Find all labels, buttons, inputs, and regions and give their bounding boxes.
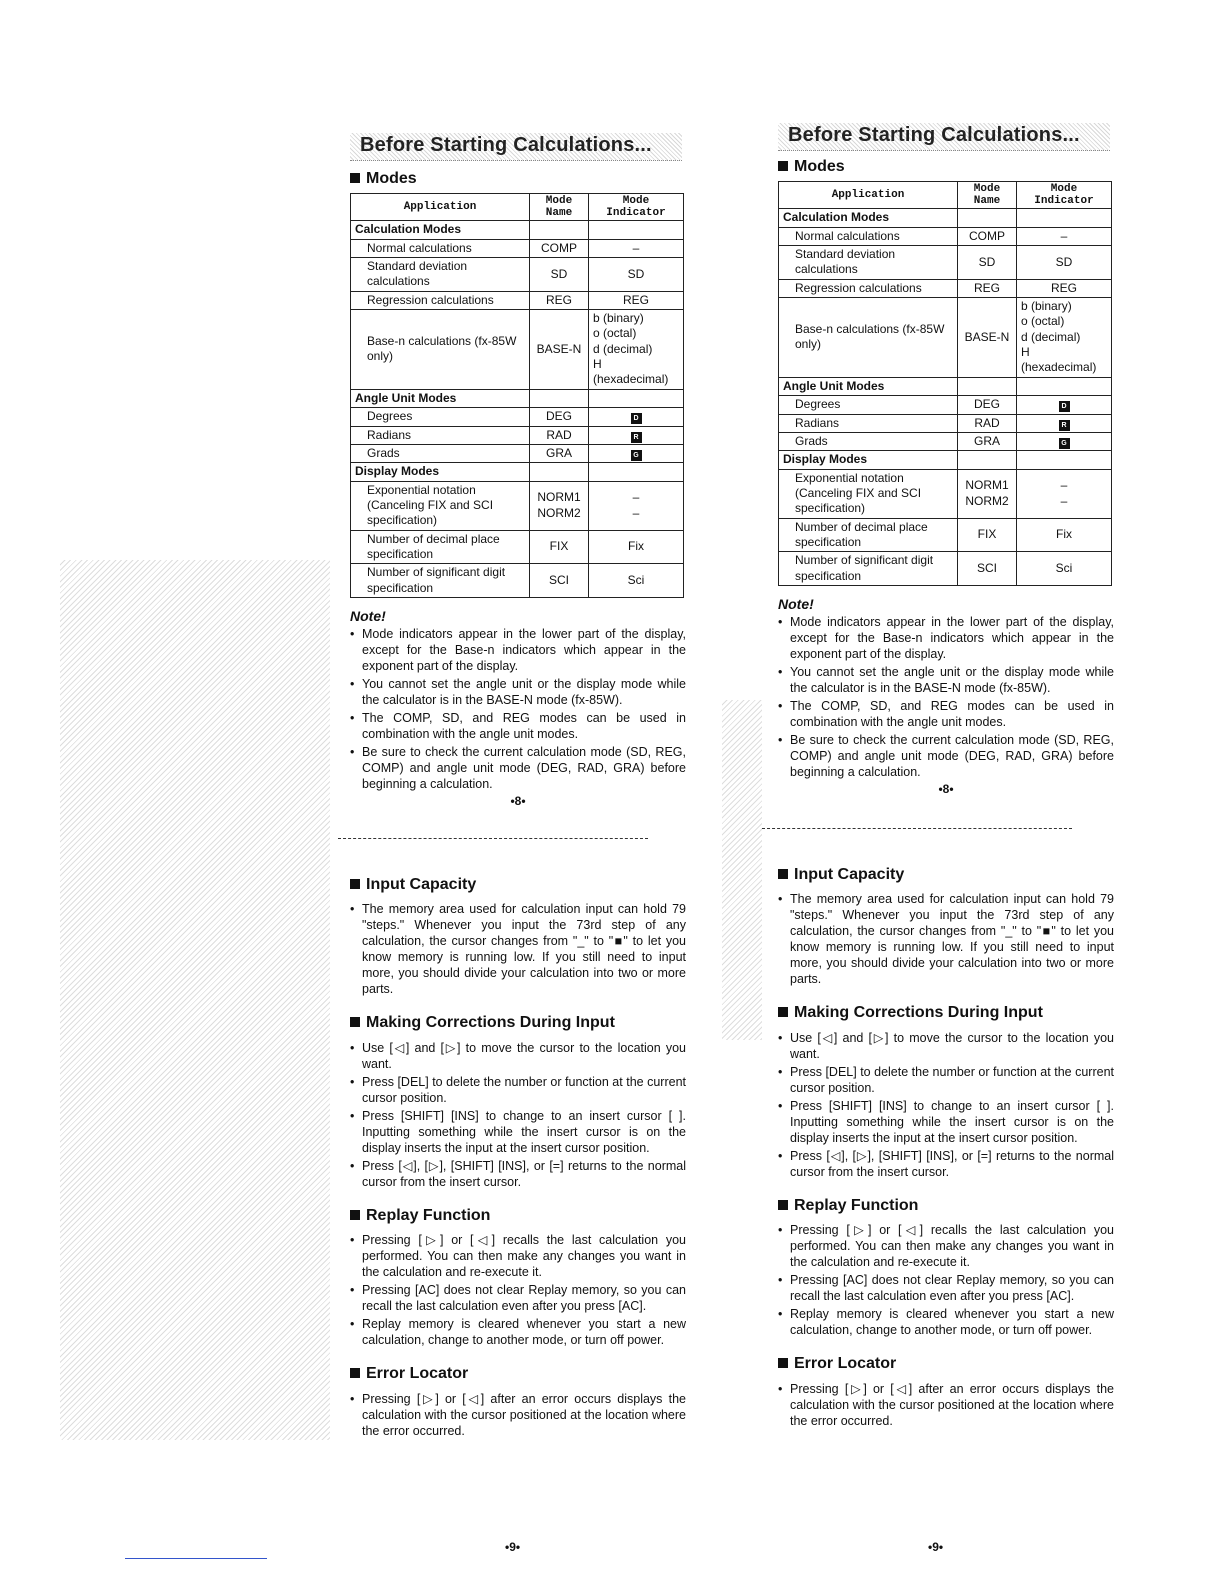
list-item: • Press [◁], [▷], [SHIFT] [INS], or [=] returns to the normal cursor from the insert cursor. bbox=[778, 1148, 1114, 1180]
row-mode-indicator: – – bbox=[1017, 469, 1112, 518]
row-mode-indicator bbox=[589, 408, 684, 426]
row-mode-indicator: – – bbox=[589, 481, 684, 530]
row-application: Number of significant digit specification bbox=[351, 564, 530, 598]
table-row bbox=[351, 257, 684, 291]
page-banner: Before Starting Calculations... bbox=[350, 133, 682, 161]
col-application: Application bbox=[779, 182, 958, 209]
row-mode-name: GRA bbox=[958, 432, 1017, 450]
row-application: Number of decimal place specification bbox=[779, 518, 958, 552]
note-title: Note! bbox=[778, 596, 814, 613]
list-item: • Pressing [▷] or [◁] recalls the last calculation you performed. You can then make any changes you want in the calculation and re-execute it. bbox=[350, 1232, 686, 1280]
row-mode-indicator: REG bbox=[1017, 279, 1112, 297]
table-row bbox=[351, 564, 684, 598]
row-mode-indicator: Fix bbox=[1017, 518, 1112, 552]
row-application: Standard deviation calculations bbox=[351, 257, 530, 291]
table-row bbox=[779, 552, 1112, 586]
row-mode-name: DEG bbox=[530, 408, 589, 426]
row-mode-name: FIX bbox=[530, 530, 589, 564]
row-mode-name: BASE-N bbox=[530, 310, 589, 390]
row-mode-name: BASE-N bbox=[958, 298, 1017, 378]
row-mode-name: REG bbox=[530, 291, 589, 309]
table-row bbox=[779, 279, 1112, 297]
section-bullet-icon bbox=[350, 1017, 360, 1027]
row-mode-indicator bbox=[589, 444, 684, 462]
row-application: Number of significant digit specification bbox=[779, 552, 958, 586]
modes-table-body bbox=[779, 209, 1112, 586]
section-list bbox=[350, 1040, 686, 1190]
row-application: Degrees bbox=[351, 408, 530, 426]
note-list bbox=[350, 626, 686, 792]
note-item: • Mode indicators appear in the lower part of the display, except for the Base-n indicators which appear in the exponent part of the display. bbox=[778, 614, 1114, 662]
note-item: • You cannot set the angle unit or the display mode while the calculator is in the BASE-N mode (fx-85W). bbox=[778, 664, 1114, 696]
note-item: • Mode indicators appear in the lower part of the display, except for the Base-n indicators which appear in the exponent part of the display. bbox=[350, 626, 686, 674]
section-bullet-icon bbox=[778, 869, 788, 879]
row-mode-indicator bbox=[589, 463, 684, 481]
row-application: Radians bbox=[351, 426, 530, 444]
list-item: • Press [SHIFT] [INS] to change to an insert cursor [ ]. Inputting something while the insert cursor is on the display inserts the input at the insert cursor position. bbox=[778, 1098, 1114, 1146]
row-mode-name: RAD bbox=[958, 414, 1017, 432]
row-mode-indicator: – bbox=[589, 239, 684, 257]
page-number-9-right: •9• bbox=[928, 1540, 944, 1554]
list-item: • Replay memory is cleared whenever you start a new calculation, change to another mode, or turn off power. bbox=[350, 1316, 686, 1348]
row-application: Normal calculations bbox=[351, 239, 530, 257]
row-mode-indicator bbox=[1017, 377, 1112, 395]
modes-table-body bbox=[351, 221, 684, 598]
indicator-d-icon: D bbox=[631, 413, 642, 424]
table-row bbox=[779, 245, 1112, 279]
cut-line-left bbox=[338, 838, 648, 839]
table-row bbox=[779, 469, 1112, 518]
row-mode-name bbox=[530, 389, 589, 407]
row-mode-indicator: Sci bbox=[1017, 552, 1112, 586]
table-row bbox=[779, 209, 1112, 227]
table-row bbox=[351, 310, 684, 390]
table-row bbox=[351, 291, 684, 309]
row-mode-indicator bbox=[1017, 396, 1112, 414]
row-mode-name bbox=[958, 377, 1017, 395]
note-item: • The COMP, SD, and REG modes can be used in combination with the angle unit modes. bbox=[350, 710, 686, 742]
section-bullet-icon bbox=[350, 1210, 360, 1220]
note-item: • You cannot set the angle unit or the display mode while the calculator is in the BASE-N mode (fx-85W). bbox=[350, 676, 686, 708]
row-mode-indicator: SD bbox=[1017, 245, 1112, 279]
underline-mark bbox=[125, 1558, 267, 1559]
indicator-g-icon: G bbox=[631, 450, 642, 461]
modes-table bbox=[778, 181, 1112, 586]
row-application: Degrees bbox=[779, 396, 958, 414]
row-application: Base-n calculations (fx-85W only) bbox=[779, 298, 958, 378]
row-mode-indicator: Sci bbox=[589, 564, 684, 598]
note-item: • Be sure to check the current calculation mode (SD, REG, COMP) and angle unit mode (DEG, RAD, GRA) before beginning a calculation. bbox=[350, 744, 686, 792]
row-mode-indicator bbox=[589, 389, 684, 407]
right-page bbox=[778, 123, 1114, 797]
row-application: Angle Unit Modes bbox=[779, 377, 958, 395]
list-item: • Press [DEL] to delete the number or function at the current cursor position. bbox=[778, 1064, 1114, 1096]
row-application: Standard deviation calculations bbox=[779, 245, 958, 279]
row-application: Grads bbox=[779, 432, 958, 450]
sections-right bbox=[778, 865, 1114, 1429]
row-mode-indicator bbox=[589, 426, 684, 444]
row-application: Radians bbox=[779, 414, 958, 432]
row-application: Display Modes bbox=[779, 451, 958, 469]
section-title: Error Locator bbox=[366, 1365, 469, 1383]
row-mode-name: SCI bbox=[530, 564, 589, 598]
row-mode-indicator: b (binary) o (octal) d (decimal) H (hexadecimal) bbox=[1017, 298, 1112, 378]
note-title: Note! bbox=[350, 608, 386, 625]
row-mode-name: COMP bbox=[958, 227, 1017, 245]
note-item: • The COMP, SD, and REG modes can be used in combination with the angle unit modes. bbox=[778, 698, 1114, 730]
page-number-8: •8• bbox=[510, 794, 526, 809]
col-mode-name: Mode Name bbox=[530, 194, 589, 221]
row-mode-indicator: REG bbox=[589, 291, 684, 309]
section-list bbox=[350, 1232, 686, 1348]
row-application: Exponential notation (Canceling FIX and SCI specification) bbox=[779, 469, 958, 518]
list-item: • Use [◁] and [▷] to move the cursor to the location you want. bbox=[778, 1030, 1114, 1062]
section-list bbox=[778, 1030, 1114, 1180]
list-item: • Pressing [▷] or [◁] after an error occurs displays the calculation with the cursor positioned at the location where the error occurred. bbox=[350, 1391, 686, 1439]
row-mode-name: COMP bbox=[530, 239, 589, 257]
section-bullet-icon bbox=[778, 1007, 788, 1017]
section-title: Making Corrections During Input bbox=[366, 1014, 615, 1032]
section-heading bbox=[350, 1206, 686, 1226]
list-item: • Press [◁], [▷], [SHIFT] [INS], or [=] returns to the normal cursor from the insert cursor. bbox=[350, 1158, 686, 1190]
section-heading bbox=[350, 1013, 686, 1033]
left-page bbox=[350, 133, 686, 809]
row-mode-name: NORM1 NORM2 bbox=[958, 469, 1017, 518]
list-item: • Pressing [AC] does not clear Replay memory, so you can recall the last calculation even after you press [AC]. bbox=[778, 1272, 1114, 1304]
list-item: • Replay memory is cleared whenever you start a new calculation, change to another mode, or turn off power. bbox=[778, 1306, 1114, 1338]
col-mode-indicator: Mode Indicator bbox=[589, 194, 684, 221]
row-application: Number of decimal place specification bbox=[351, 530, 530, 564]
table-row bbox=[779, 518, 1112, 552]
section-bullet-icon bbox=[778, 1200, 788, 1210]
row-mode-name: SD bbox=[530, 257, 589, 291]
row-mode-name: DEG bbox=[958, 396, 1017, 414]
table-row bbox=[779, 451, 1112, 469]
table-row bbox=[351, 481, 684, 530]
row-mode-name bbox=[958, 209, 1017, 227]
page-number-8: •8• bbox=[938, 782, 954, 797]
table-row bbox=[779, 377, 1112, 395]
modes-table bbox=[350, 193, 684, 598]
table-row bbox=[351, 530, 684, 564]
row-mode-indicator bbox=[1017, 414, 1112, 432]
section-title: Replay Function bbox=[794, 1196, 919, 1214]
row-application: Grads bbox=[351, 444, 530, 462]
right-page-lower bbox=[778, 865, 1114, 1431]
note-list bbox=[778, 614, 1114, 780]
row-mode-name bbox=[530, 221, 589, 239]
table-row bbox=[779, 414, 1112, 432]
section-list bbox=[778, 1222, 1114, 1338]
scan-noise-center bbox=[722, 700, 762, 1040]
list-item: • Press [SHIFT] [INS] to change to an insert cursor [ ]. Inputting something while the insert cursor is on the display inserts the input at the insert cursor position. bbox=[350, 1108, 686, 1156]
modes-heading: Modes bbox=[778, 157, 1114, 177]
list-item: • Pressing [▷] or [◁] recalls the last calculation you performed. You can then make any changes you want in the calculation and re-execute it. bbox=[778, 1222, 1114, 1270]
section-bullet-icon bbox=[350, 879, 360, 889]
section-heading bbox=[350, 875, 686, 895]
table-row bbox=[351, 221, 684, 239]
row-mode-name: GRA bbox=[530, 444, 589, 462]
scan-noise-left bbox=[60, 560, 330, 1440]
page-banner: Before Starting Calculations... bbox=[778, 123, 1110, 151]
indicator-g-icon: G bbox=[1059, 438, 1070, 449]
list-item: • Pressing [▷] or [◁] after an error occurs displays the calculation with the cursor positioned at the location where the error occurred. bbox=[778, 1381, 1114, 1429]
section-heading bbox=[778, 865, 1114, 885]
row-application: Angle Unit Modes bbox=[351, 389, 530, 407]
table-row bbox=[351, 426, 684, 444]
row-mode-name: SCI bbox=[958, 552, 1017, 586]
row-application: Base-n calculations (fx-85W only) bbox=[351, 310, 530, 390]
row-mode-indicator bbox=[589, 221, 684, 239]
page-number-9-left: •9• bbox=[505, 1540, 521, 1554]
section-title: Input Capacity bbox=[794, 866, 905, 883]
section-title: Input Capacity bbox=[366, 876, 477, 893]
table-row bbox=[779, 298, 1112, 378]
section-bullet-icon bbox=[778, 1358, 788, 1368]
table-row bbox=[779, 396, 1112, 414]
row-mode-name bbox=[958, 451, 1017, 469]
table-row bbox=[351, 463, 684, 481]
list-item: • Use [◁] and [▷] to move the cursor to the location you want. bbox=[350, 1040, 686, 1072]
modes-heading: Modes bbox=[350, 169, 686, 189]
row-mode-indicator bbox=[1017, 432, 1112, 450]
row-application: Regression calculations bbox=[351, 291, 530, 309]
section-bullet-icon bbox=[350, 1368, 360, 1378]
list-item: • Pressing [AC] does not clear Replay memory, so you can recall the last calculation even after you press [AC]. bbox=[350, 1282, 686, 1314]
list-item: • Press [DEL] to delete the number or function at the current cursor position. bbox=[350, 1074, 686, 1106]
row-mode-indicator: SD bbox=[589, 257, 684, 291]
row-mode-name: NORM1 NORM2 bbox=[530, 481, 589, 530]
row-application: Normal calculations bbox=[779, 227, 958, 245]
section-heading bbox=[778, 1196, 1114, 1216]
row-mode-name bbox=[530, 463, 589, 481]
indicator-r-icon: R bbox=[631, 432, 642, 443]
row-application: Display Modes bbox=[351, 463, 530, 481]
table-row bbox=[779, 227, 1112, 245]
row-application: Calculation Modes bbox=[351, 221, 530, 239]
table-row bbox=[351, 389, 684, 407]
table-row bbox=[351, 408, 684, 426]
indicator-d-icon: D bbox=[1059, 401, 1070, 412]
section-title: Error Locator bbox=[794, 1355, 897, 1373]
section-list bbox=[778, 891, 1114, 987]
row-mode-indicator bbox=[1017, 209, 1112, 227]
row-mode-indicator: b (binary) o (octal) d (decimal) H (hexadecimal) bbox=[589, 310, 684, 390]
indicator-r-icon: R bbox=[1059, 420, 1070, 431]
table-row bbox=[351, 239, 684, 257]
row-mode-indicator bbox=[1017, 451, 1112, 469]
table-row bbox=[779, 432, 1112, 450]
row-application: Regression calculations bbox=[779, 279, 958, 297]
sections-left bbox=[350, 875, 686, 1439]
col-mode-indicator: Mode Indicator bbox=[1017, 182, 1112, 209]
note-item: • Be sure to check the current calculation mode (SD, REG, COMP) and angle unit mode (DEG, RAD, GRA) before beginning a calculation. bbox=[778, 732, 1114, 780]
row-mode-name: REG bbox=[958, 279, 1017, 297]
section-list bbox=[350, 901, 686, 997]
section-list bbox=[350, 1391, 686, 1439]
table-row bbox=[351, 444, 684, 462]
row-mode-indicator: – bbox=[1017, 227, 1112, 245]
section-heading bbox=[778, 1354, 1114, 1374]
section-title: Replay Function bbox=[366, 1206, 491, 1224]
left-page-lower bbox=[350, 875, 686, 1441]
row-mode-indicator: Fix bbox=[589, 530, 684, 564]
section-list bbox=[778, 1381, 1114, 1429]
col-mode-name: Mode Name bbox=[958, 182, 1017, 209]
row-mode-name: RAD bbox=[530, 426, 589, 444]
section-heading bbox=[778, 1003, 1114, 1023]
row-application: Exponential notation (Canceling FIX and SCI specification) bbox=[351, 481, 530, 530]
list-item: • The memory area used for calculation input can hold 79 "steps." Whenever you input the 73rd step of any calculation, the cursor changes from "_" to "■" to let you know memory is running low. If you still need to input more, you should divide your calculation into two or more parts. bbox=[778, 891, 1114, 987]
row-application: Calculation Modes bbox=[779, 209, 958, 227]
section-title: Making Corrections During Input bbox=[794, 1004, 1043, 1022]
row-mode-name: SD bbox=[958, 245, 1017, 279]
row-mode-name: FIX bbox=[958, 518, 1017, 552]
cut-line-right bbox=[762, 828, 1072, 829]
list-item: • The memory area used for calculation input can hold 79 "steps." Whenever you input the 73rd step of any calculation, the cursor changes from "_" to "■" to let you know memory is running low. If you still need to input more, you should divide your calculation into two or more parts. bbox=[350, 901, 686, 997]
col-application: Application bbox=[351, 194, 530, 221]
section-heading bbox=[350, 1364, 686, 1384]
